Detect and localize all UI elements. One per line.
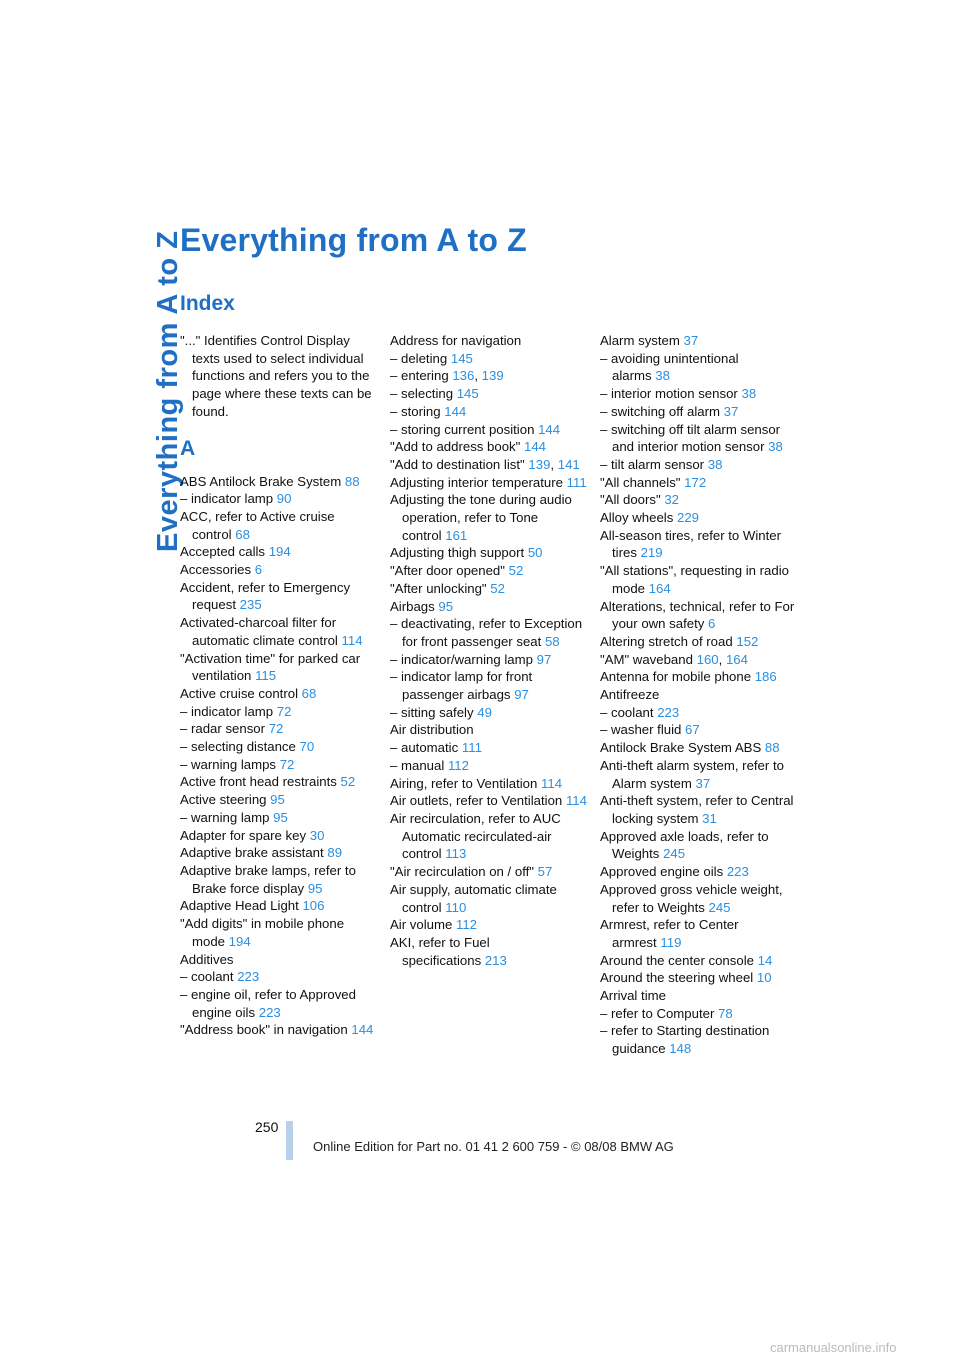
index-entry: [180, 720, 380, 738]
page-reference-link[interactable]: 115: [255, 668, 277, 684]
index-entry-text: – selecting distance: [180, 739, 296, 755]
index-entry: [180, 685, 380, 703]
page-reference-link[interactable]: 14: [757, 952, 773, 968]
page-reference-link[interactable]: 88: [764, 740, 780, 756]
page-reference-link[interactable]: 10: [756, 970, 772, 986]
index-column-3: [600, 332, 800, 1058]
index-entry-text: Adaptive brake assistant: [180, 845, 324, 861]
page-reference-link[interactable]: 152: [736, 633, 759, 649]
page-reference-link[interactable]: 38: [741, 386, 757, 402]
page-reference-link[interactable]: 111: [566, 474, 587, 490]
page-number: 250: [255, 1119, 279, 1135]
index-entry: [600, 952, 800, 970]
page-reference-link[interactable]: 112: [447, 757, 469, 773]
index-entry-text: AKI, refer to Fuel specifications: [390, 934, 490, 968]
page-reference-link[interactable]: 194: [228, 933, 251, 949]
index-entry-text: Approved axle loads, refer to Weights: [600, 828, 769, 862]
index-entry-text: Alloy wheels: [600, 510, 674, 526]
index-entry: [600, 421, 800, 456]
index-entry-text: Air volume: [390, 917, 453, 933]
index-entry: [390, 332, 590, 350]
index-entry: [600, 969, 800, 987]
index-entry: [390, 491, 590, 544]
index-entry: [180, 844, 380, 862]
footer-text: Online Edition for Part no. 01 41 2 600 759 - © 08/08 BMW AG: [313, 1139, 674, 1154]
index-entry: [600, 527, 800, 562]
index-entry-text: Armrest, refer to Center armrest: [600, 917, 739, 950]
index-entry: [390, 350, 590, 368]
index-entry: [390, 438, 590, 456]
index-entry: [390, 739, 590, 757]
index-entry: [600, 403, 800, 421]
index-entry: [600, 739, 800, 757]
index-entry-text: – indicator lamp: [180, 703, 274, 719]
page-reference-link[interactable]: 49: [477, 704, 492, 720]
index-entry: [180, 703, 380, 721]
index-entry: [180, 827, 380, 845]
index-entry: "AM" waveband 160, 164: [600, 651, 748, 667]
page-reference-link[interactable]: 141: [557, 456, 580, 472]
index-entry: [390, 863, 590, 881]
page-reference-link[interactable]: 57: [537, 864, 553, 880]
page-reference-link[interactable]: 52: [490, 580, 505, 596]
index-entry-text: "After door opened": [390, 563, 505, 579]
page-reference-link[interactable]: 111: [461, 740, 482, 756]
index-entry-text: Anti-theft alarm system, refer to Alarm system: [600, 757, 784, 791]
index-entry: [180, 473, 380, 491]
index-entry: [180, 968, 380, 986]
index-entry-text: "After unlocking": [390, 580, 487, 596]
index-entry: [390, 792, 590, 810]
index-entry: [600, 792, 800, 827]
index-entry: [600, 598, 800, 633]
page-reference-link[interactable]: 114: [541, 775, 563, 791]
index-entry-text: – indicator lamp for front passenger airbags: [390, 669, 533, 703]
page-reference-link[interactable]: 6: [708, 616, 716, 632]
index-entry-text: – switching off alarm: [600, 403, 720, 419]
index-entry: [600, 704, 800, 722]
index-entry-text: "Add to address book": [390, 439, 521, 455]
index-entry-text: Air recirculation, refer to AUC Automatic recirculated-air control: [390, 810, 561, 862]
index-entry-text: Active steering: [180, 792, 267, 808]
index-entry-text: Accepted calls: [180, 544, 266, 560]
index-entry: [390, 598, 590, 616]
index-entry-text: Adjusting interior temperature: [390, 474, 563, 490]
index-entry: [180, 738, 380, 756]
index-entry-text: – manual: [390, 757, 445, 773]
index-entry-text: Adaptive brake lamps, refer to Brake force display: [180, 862, 356, 896]
page-reference-link[interactable]: 213: [484, 952, 507, 968]
index-entry: [390, 580, 590, 598]
index-entry: [180, 986, 380, 1021]
index-entry-text: Altering stretch of road: [600, 633, 733, 649]
page-reference-link[interactable]: 186: [754, 669, 777, 685]
page-reference-link[interactable]: 223: [237, 969, 260, 985]
page-reference-link[interactable]: 95: [270, 792, 285, 808]
page-reference-link[interactable]: 164: [648, 580, 671, 596]
index-entry-text: Adapter for spare key: [180, 827, 307, 843]
index-entry: [390, 403, 590, 421]
page-reference-link[interactable]: 172: [684, 474, 707, 490]
page-reference-link[interactable]: 97: [536, 651, 552, 667]
page-reference-link[interactable]: 136: [452, 368, 475, 384]
index-entry: [600, 863, 800, 881]
index-entry-text: Accessories: [180, 562, 252, 578]
index-entry: [390, 421, 590, 439]
page-reference-link[interactable]: 72: [276, 703, 292, 719]
index-entry: [600, 668, 800, 686]
index-entry-text: "All channels": [600, 474, 681, 490]
index-entry: [390, 385, 590, 403]
page-reference-link[interactable]: 223: [726, 864, 749, 880]
page-reference-link[interactable]: 68: [301, 685, 317, 701]
index-entry: [180, 650, 380, 685]
index-entry: [600, 491, 800, 509]
footer-accent-bar: [286, 1121, 293, 1160]
index-entry-text: ACC, refer to Active cruise control: [180, 508, 335, 542]
page-reference-link[interactable]: 90: [276, 491, 292, 507]
index-entry: [180, 791, 380, 809]
page-reference-link[interactable]: 160: [696, 651, 719, 667]
page-reference-link[interactable]: 119: [660, 934, 682, 950]
index-entry-text: Alterations, technical, refer to For your own safety: [600, 598, 795, 632]
index-entry: [600, 509, 800, 527]
page-reference-link[interactable]: 144: [351, 1022, 374, 1038]
page-reference-link[interactable]: 139: [481, 368, 504, 384]
page-reference-link[interactable]: 52: [508, 563, 524, 579]
index-entry: [180, 543, 380, 561]
index-entry: [600, 1022, 800, 1057]
index-entry: [390, 704, 590, 722]
page-reference-link[interactable]: 37: [683, 333, 699, 348]
index-entry-text: "AM" waveband: [600, 651, 693, 667]
page-reference-link[interactable]: 148: [669, 1041, 692, 1057]
index-letter-heading: A: [180, 436, 196, 460]
index-entry: [600, 881, 800, 916]
page-reference-link[interactable]: 30: [309, 827, 325, 843]
page-reference-link[interactable]: 32: [664, 492, 680, 508]
index-entry: [390, 615, 590, 650]
page-reference-link[interactable]: 139: [528, 456, 551, 472]
index-entry-text: – engine oil, refer to Approved engine oils: [180, 986, 356, 1020]
index-entry-text: "All stations", requesting in radio mode: [600, 563, 789, 596]
index-entry: [180, 951, 380, 969]
index-entry-text: – coolant: [180, 969, 234, 985]
index-entry-text: Anti-theft system, refer to Central locking system: [600, 793, 794, 826]
index-entry-text: – storing current position: [390, 421, 535, 437]
index-entry-text: – entering: [390, 368, 449, 384]
index-entry-text: Air distribution: [390, 722, 474, 738]
index-entry-text: Antenna for mobile phone: [600, 669, 752, 685]
page-reference-link[interactable]: 114: [341, 632, 363, 648]
index-entry-text: "All doors": [600, 492, 661, 508]
index-entry-text: Address for navigation: [390, 333, 522, 348]
index-entry: [180, 773, 380, 791]
page-reference-link[interactable]: 110: [445, 899, 467, 915]
index-entry: "Add to destination list" 139, 141: [390, 456, 580, 472]
index-entry: [390, 721, 590, 739]
index-entry-text: – sitting safely: [390, 704, 474, 720]
section-subtitle: Index: [180, 292, 235, 315]
index-entry-text: Antifreeze: [600, 687, 660, 703]
index-entry: [600, 686, 800, 704]
index-entry: [600, 332, 800, 350]
page-reference-link[interactable]: 194: [268, 544, 291, 560]
page-reference-link[interactable]: 144: [524, 439, 547, 455]
index-entry-text: Around the center console: [600, 952, 754, 968]
index-entry-text: – refer to Computer: [600, 1005, 715, 1021]
index-entry-text: "Air recirculation on / off": [390, 864, 534, 880]
index-entry: [390, 562, 590, 580]
index-entry-text: "Add digits" in mobile phone mode: [180, 916, 345, 949]
page-reference-link[interactable]: 67: [685, 722, 700, 738]
index-entry-text: – deleting: [390, 350, 448, 366]
index-entry-text: Additives: [180, 951, 234, 967]
page-reference-link[interactable]: 223: [258, 1004, 281, 1020]
index-entry: [390, 757, 590, 775]
index-entry: [600, 562, 800, 597]
index-entry-text: Around the steering wheel: [600, 970, 754, 986]
page-reference-link[interactable]: 145: [456, 386, 479, 402]
page-reference-link[interactable]: 113: [445, 846, 467, 862]
page-reference-link[interactable]: 37: [695, 775, 711, 791]
page-reference-link[interactable]: 164: [725, 651, 748, 667]
page-reference-link[interactable]: 95: [273, 809, 288, 825]
side-tab-title: [120, 230, 184, 552]
index-entry-text: Air outlets, refer to Ventilation: [390, 793, 563, 809]
index-entry-text: "Add to destination list": [390, 456, 525, 472]
index-entry: [390, 651, 590, 669]
index-entry: [390, 668, 590, 703]
index-entry-text: "..." Identifies Control Display texts used to select individual functions and refers you to the page where these texts can be found.: [180, 333, 372, 419]
index-entry-text: – indicator/warning lamp: [390, 651, 533, 667]
index-entry: [180, 508, 380, 543]
page-reference-link[interactable]: 89: [327, 845, 343, 861]
index-entry: [600, 456, 800, 474]
page-reference-link[interactable]: 38: [768, 439, 783, 455]
index-entry: [180, 915, 380, 950]
page-reference-link[interactable]: 223: [657, 704, 680, 720]
page-reference-link[interactable]: 31: [702, 810, 717, 826]
page-reference-link[interactable]: 245: [708, 899, 731, 915]
index-entry: [600, 987, 800, 1005]
index-entry-text: – storing: [390, 403, 441, 419]
index-entry-text: – warning lamp: [180, 809, 270, 825]
page-reference-link[interactable]: 144: [538, 421, 561, 437]
watermark: carmanualsonline.info: [770, 1340, 897, 1355]
page-reference-link[interactable]: 106: [302, 898, 325, 914]
index-entry-text: Activated-charcoal filter for automatic climate control: [180, 615, 338, 648]
index-entry: [390, 810, 590, 863]
index-entry: [390, 544, 590, 562]
index-column-2: [390, 332, 590, 969]
index-entry: [600, 828, 800, 863]
index-entry-text: Arrival time: [600, 988, 666, 1004]
index-entry-text: "Activation time" for parked car ventilation: [180, 650, 361, 684]
page-reference-link[interactable]: 235: [239, 597, 262, 613]
index-entry-text: Alarm system: [600, 333, 680, 348]
index-entry: [180, 614, 380, 649]
index-entry-text: – radar sensor: [180, 721, 266, 737]
page-reference-link[interactable]: 78: [718, 1005, 733, 1021]
index-entry-text: Active cruise control: [180, 685, 298, 701]
page-reference-link[interactable]: 145: [450, 350, 473, 366]
page-reference-link[interactable]: 52: [340, 774, 356, 790]
index-entry-text: – automatic: [390, 740, 459, 756]
index-entry-text: Accident, refer to Emergency request: [180, 579, 351, 613]
index-entry-text: Adjusting the tone during audio operation, refer to Tone control: [390, 492, 572, 543]
page-reference-link[interactable]: 37: [723, 403, 739, 419]
page-reference-link[interactable]: 112: [455, 917, 477, 933]
index-entry-text: Antilock Brake System ABS: [600, 740, 762, 756]
index-entry-text: – coolant: [600, 704, 654, 720]
page-reference-link[interactable]: 72: [279, 756, 295, 772]
index-entry: [180, 862, 380, 897]
index-entry: [600, 350, 800, 385]
page-reference-link[interactable]: 144: [444, 403, 467, 419]
index-entry: [390, 775, 590, 793]
index-entry-text: Approved gross vehicle weight, refer to Weights: [600, 881, 783, 915]
index-entry: [180, 897, 380, 915]
index-entry-text: – indicator lamp: [180, 491, 274, 507]
index-entry: [600, 721, 800, 739]
page-reference-link[interactable]: 50: [527, 545, 543, 561]
index-entry: [390, 474, 590, 492]
page-reference-link[interactable]: 6: [254, 562, 263, 578]
index-entry: [390, 881, 590, 916]
index-entry-text: Active front head restraints: [180, 774, 337, 790]
index-entry: [180, 579, 380, 614]
index-entry: [600, 757, 800, 792]
page-reference-link[interactable]: 95: [438, 598, 454, 614]
index-entry-text: Air supply, automatic climate control: [390, 881, 557, 915]
index-entry: [390, 916, 590, 934]
page-title: Everything from A to Z: [180, 222, 527, 258]
index-entry: – entering 136, 139: [390, 368, 504, 384]
index-entry: [180, 332, 380, 421]
page-reference-link[interactable]: 88: [344, 473, 360, 489]
index-entry-text: Approved engine oils: [600, 864, 724, 880]
index-entry-text: – avoiding unintentional alarms: [600, 350, 739, 384]
index-entry-text: – washer fluid: [600, 722, 682, 738]
page-reference-link[interactable]: 68: [235, 526, 250, 542]
index-entry-text: – warning lamps: [180, 756, 277, 772]
index-entry-text: ABS Antilock Brake System: [180, 473, 342, 489]
index-entry: [180, 809, 380, 827]
page-reference-link[interactable]: 219: [640, 545, 663, 561]
index-entry-text: Adaptive Head Light: [180, 898, 299, 914]
index-entry-text: – switching off tilt alarm sensor and interior motion sensor: [600, 421, 781, 455]
index-entry-text: – selecting: [390, 386, 454, 402]
index-entry-text: "Address book" in navigation: [180, 1022, 348, 1038]
page-reference-link[interactable]: 229: [676, 510, 699, 526]
page-reference-link[interactable]: 245: [663, 846, 686, 862]
index-column-1: [180, 332, 380, 1039]
index-entry-text: All-season tires, refer to Winter tires: [600, 527, 782, 561]
index-entry-text: Airbags: [390, 598, 435, 614]
page-reference-link[interactable]: 38: [655, 368, 670, 384]
index-entry-text: – deactivating, refer to Exception for front passenger seat: [390, 616, 583, 649]
index-entry: [600, 633, 800, 651]
page-reference-link[interactable]: 95: [307, 880, 323, 896]
index-entry: [600, 916, 800, 951]
page-reference-link[interactable]: 38: [707, 456, 723, 472]
page-reference-link[interactable]: 72: [268, 721, 284, 737]
index-entry-text: Airing, refer to Ventilation: [390, 775, 538, 791]
page-reference-link[interactable]: 58: [544, 633, 560, 649]
index-entry: [180, 490, 380, 508]
page-reference-link[interactable]: 70: [299, 739, 315, 755]
index-entry: [600, 474, 800, 492]
index-entry: [600, 385, 800, 403]
page-reference-link[interactable]: 114: [565, 793, 587, 809]
index-entry: [180, 756, 380, 774]
index-entry-text: – refer to Starting destination guidance: [600, 1023, 770, 1057]
index-entry: [180, 561, 380, 579]
side-tab-title-text: Everything from A to Z: [152, 230, 184, 552]
index-entry: [600, 1005, 800, 1023]
page-reference-link[interactable]: 161: [445, 527, 468, 543]
index-entry-text: – tilt alarm sensor: [600, 456, 705, 472]
index-entry-text: – interior motion sensor: [600, 386, 738, 402]
index-entry: [180, 1021, 380, 1039]
index-entry-text: Adjusting thigh support: [390, 545, 525, 561]
page-reference-link[interactable]: 97: [514, 687, 529, 703]
index-entry: [390, 934, 590, 969]
